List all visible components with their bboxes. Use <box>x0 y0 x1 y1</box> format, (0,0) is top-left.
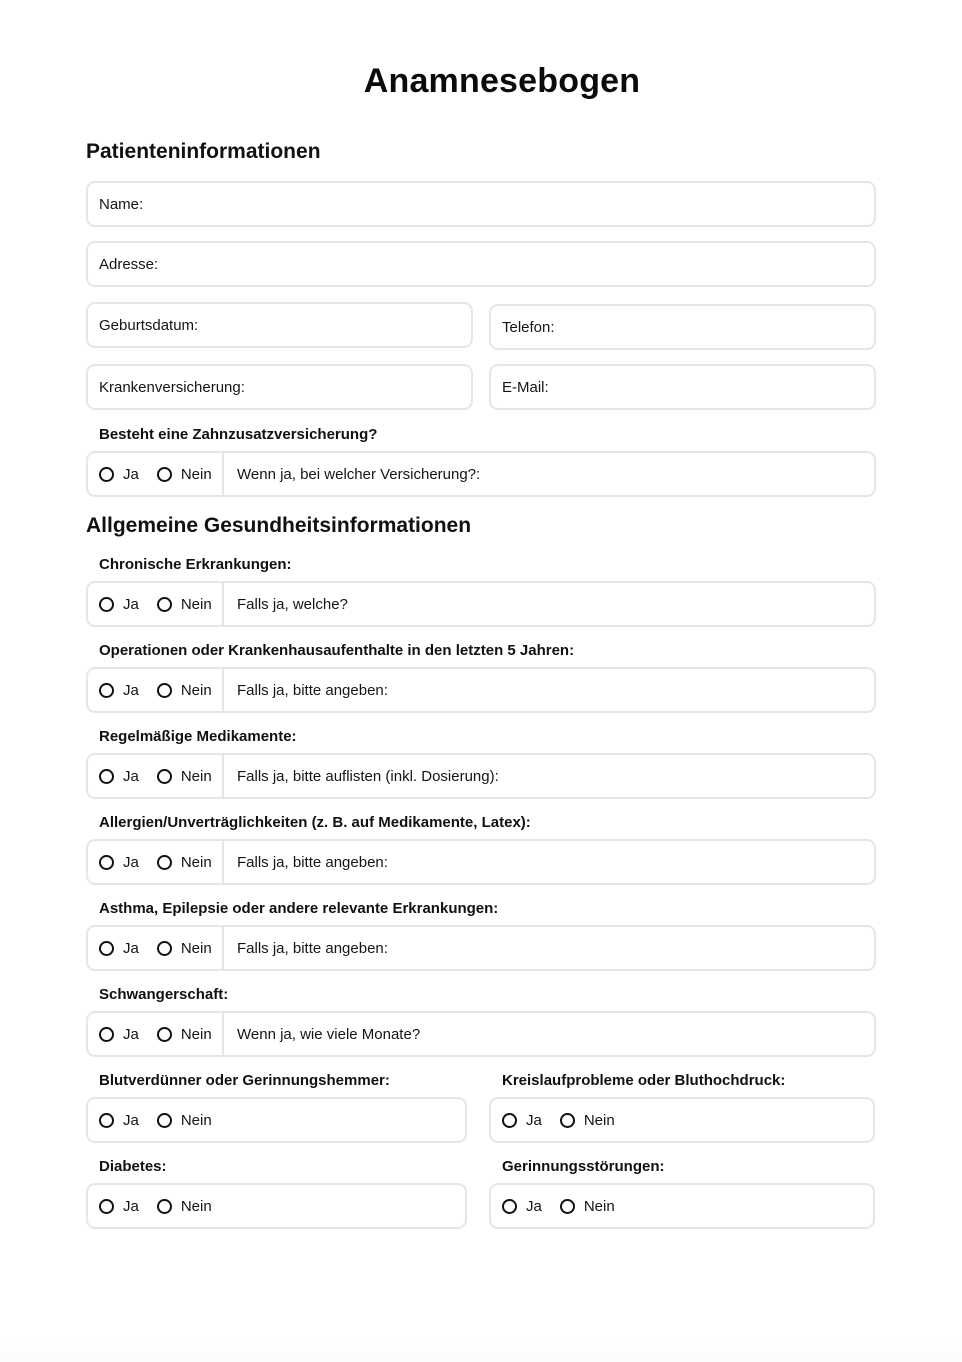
radio-no[interactable]: Nein <box>157 1026 212 1043</box>
radio-circle-icon[interactable] <box>157 1113 172 1128</box>
birthdate-label: Geburtsdatum: <box>99 316 199 334</box>
radio-circle-icon[interactable] <box>99 855 114 870</box>
radio-yes[interactable]: Ja <box>502 1112 542 1129</box>
radio-circle-icon[interactable] <box>99 769 114 784</box>
radio-circle-icon[interactable] <box>99 941 114 956</box>
question-medications: Regelmäßige Medikamente: <box>99 728 297 745</box>
question-blood-thinners: Blutverdünner oder Gerinnungshemmer: <box>99 1072 390 1089</box>
radio-group <box>491 1185 633 1227</box>
question-dental-insurance: Besteht eine Zahnzusatzversicherung? <box>99 426 378 443</box>
radio-circle-icon[interactable] <box>157 597 172 612</box>
radio-circle-icon[interactable] <box>502 1113 517 1128</box>
radio-yes[interactable]: Ja <box>99 1112 139 1129</box>
radio-circle-icon[interactable] <box>157 1199 172 1214</box>
radio-circle-icon[interactable] <box>99 1027 114 1042</box>
radio-circle-icon[interactable] <box>99 1199 114 1214</box>
radio-circle-icon[interactable] <box>157 1027 172 1042</box>
radio-yes[interactable]: Ja <box>502 1198 542 1215</box>
email-field[interactable] <box>489 364 876 410</box>
insurance-label: Krankenversicherung: <box>99 378 245 396</box>
radio-no[interactable]: Nein <box>157 768 212 785</box>
diabetes-row <box>86 1183 467 1229</box>
radio-group <box>88 669 224 711</box>
radio-circle-icon[interactable] <box>560 1199 575 1214</box>
radio-yes[interactable]: Ja <box>99 596 139 613</box>
radio-no[interactable]: Nein <box>560 1198 615 1215</box>
radio-circle-icon[interactable] <box>157 941 172 956</box>
radio-no[interactable]: Nein <box>157 1198 212 1215</box>
radio-no[interactable]: Nein <box>157 466 212 483</box>
email-label: E-Mail: <box>502 378 549 396</box>
radio-no[interactable]: Nein <box>157 1112 212 1129</box>
followup-input[interactable]: Falls ja, welche? <box>237 595 348 613</box>
question-diabetes: Diabetes: <box>99 1158 167 1175</box>
followup-input[interactable]: Falls ja, bitte angeben: <box>237 681 388 699</box>
phone-label: Telefon: <box>502 318 555 336</box>
birthdate-field[interactable] <box>86 302 473 348</box>
radio-no[interactable]: Nein <box>157 682 212 699</box>
section-heading-patient: Patienteninformationen <box>86 140 321 163</box>
radio-yes[interactable]: Ja <box>99 854 139 871</box>
pregnancy-row <box>86 1011 876 1057</box>
medications-row <box>86 753 876 799</box>
name-label: Name: <box>99 195 144 213</box>
radio-circle-icon[interactable] <box>99 597 114 612</box>
blood-thinners-row <box>86 1097 467 1143</box>
radio-circle-icon[interactable] <box>157 769 172 784</box>
question-chronic: Chronische Erkrankungen: <box>99 556 292 573</box>
radio-group <box>88 755 224 797</box>
address-field[interactable] <box>86 241 876 287</box>
question-operations: Operationen oder Krankenhausaufenthalte in den letzten 5 Jahren: <box>99 642 575 659</box>
radio-yes[interactable]: Ja <box>99 940 139 957</box>
radio-circle-icon[interactable] <box>560 1113 575 1128</box>
question-allergies: Allergien/Unverträglichkeiten (z. B. auf Medikamente, Latex): <box>99 814 531 831</box>
address-label: Adresse: <box>99 255 159 273</box>
circulation-row <box>489 1097 875 1143</box>
question-asthma: Asthma, Epilepsie oder andere relevante Erkrankungen: <box>99 900 499 917</box>
radio-no[interactable]: Nein <box>157 940 212 957</box>
followup-input[interactable]: Falls ja, bitte auflisten (inkl. Dosierung): <box>237 767 499 785</box>
radio-circle-icon[interactable] <box>99 1113 114 1128</box>
radio-no[interactable]: Nein <box>157 596 212 613</box>
radio-circle-icon[interactable] <box>99 683 114 698</box>
radio-circle-icon[interactable] <box>502 1199 517 1214</box>
section-heading-health: Allgemeine Gesundheitsinformationen <box>86 514 472 537</box>
radio-circle-icon[interactable] <box>157 683 172 698</box>
radio-circle-icon[interactable] <box>157 855 172 870</box>
radio-yes[interactable]: Ja <box>99 466 139 483</box>
allergies-row <box>86 839 876 885</box>
phone-field[interactable] <box>489 304 876 350</box>
radio-yes[interactable]: Ja <box>99 768 139 785</box>
followup-input[interactable]: Wenn ja, wie viele Monate? <box>237 1025 421 1043</box>
radio-group <box>88 1099 230 1141</box>
insurance-field[interactable] <box>86 364 473 410</box>
page-title: Anamnesebogen <box>363 62 641 100</box>
radio-group <box>88 927 224 969</box>
radio-circle-icon[interactable] <box>99 467 114 482</box>
question-circulation: Kreislaufprobleme oder Bluthochdruck: <box>502 1072 786 1089</box>
followup-input[interactable]: Wenn ja, bei welcher Versicherung?: <box>237 465 481 483</box>
name-field[interactable] <box>86 181 876 227</box>
followup-input[interactable]: Falls ja, bitte angeben: <box>237 939 388 957</box>
radio-no[interactable]: Nein <box>157 854 212 871</box>
radio-yes[interactable]: Ja <box>99 1026 139 1043</box>
coagulation-row <box>489 1183 875 1229</box>
radio-group <box>88 583 224 625</box>
radio-group <box>88 1185 230 1227</box>
dental-insurance-row <box>86 451 876 497</box>
asthma-row <box>86 925 876 971</box>
question-coagulation: Gerinnungsstörungen: <box>502 1158 665 1175</box>
operations-row <box>86 667 876 713</box>
radio-circle-icon[interactable] <box>157 467 172 482</box>
radio-group <box>88 453 224 495</box>
question-pregnancy: Schwangerschaft: <box>99 986 229 1003</box>
radio-group <box>88 1013 224 1055</box>
radio-group <box>491 1099 633 1141</box>
radio-group <box>88 841 224 883</box>
radio-no[interactable]: Nein <box>560 1112 615 1129</box>
followup-input[interactable]: Falls ja, bitte angeben: <box>237 853 388 871</box>
chronic-row <box>86 581 876 627</box>
radio-yes[interactable]: Ja <box>99 682 139 699</box>
radio-yes[interactable]: Ja <box>99 1198 139 1215</box>
